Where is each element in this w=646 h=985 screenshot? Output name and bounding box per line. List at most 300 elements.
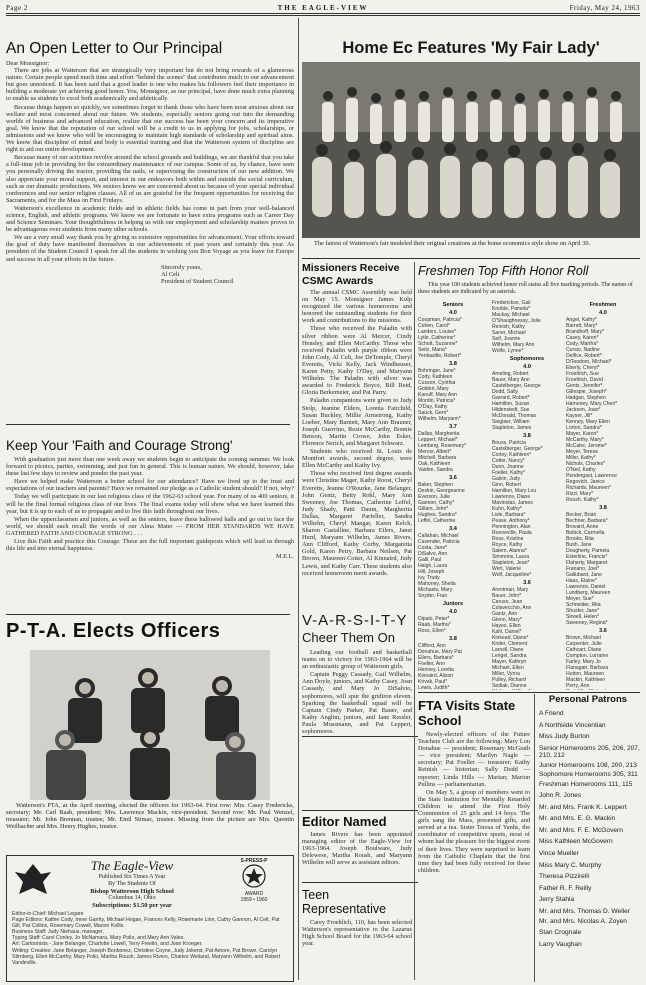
- honor-roll-name: Mayer, Kathryn: [492, 659, 527, 665]
- honor-roll-group: 3.8: [599, 505, 607, 511]
- honor-roll-name: Cotter, Nancy*: [492, 458, 525, 464]
- missioners-body: [302, 289, 412, 578]
- honor-roll-name: Foeller, Kathy*: [492, 470, 526, 476]
- patrons-title: Personal Patrons: [548, 694, 628, 705]
- pta-title: P-T-A. Elects Officers: [6, 620, 221, 642]
- eagle-logo-icon: [13, 860, 53, 900]
- honor-roll-group: 3.8: [449, 361, 457, 367]
- honor-roll-col-3: [566, 300, 640, 690]
- honor-roll-name: DiTeodoro, Michael*: [566, 359, 612, 365]
- honor-roll-name: Wilhelm, Maryann*: [418, 416, 461, 422]
- teen-rep-title: Teen Representative: [302, 888, 387, 916]
- patron-item: Vince Mueller: [539, 850, 579, 858]
- honor-roll-name: Kayser, Jill*: [566, 413, 593, 419]
- honor-roll-name: Mitchell, Barbara: [418, 455, 457, 461]
- honor-roll-group: 3.7: [449, 424, 457, 430]
- honor-roll-name: Bohringer, Jane*: [418, 368, 456, 374]
- honor-roll-name: Hughes, Sandra*: [418, 512, 457, 518]
- paragraph: Paladin companions were given to Judy Stolp, Jeanine Elders, Loretta Fairchild, Susan Buckley, Millie Armstrong, Kathy Loeber, Mary Barnett, Mary Ann Brauner, Joseph Guerrino, Rosie McCarthy, Bonnie Benson, Martin Crowe, John Esker, Florence Nerich, and Margaret Schwarz.: [302, 397, 412, 447]
- paragraph: Today we will participate in our last religious class of the 1962-63 school year. For many of us 400 seniors, it will be the final formal religious class of our lives. The final exams today will show what we have learned this year, but it is up to each of us to propagate and to live this faith throughout our lives.: [6, 493, 294, 515]
- open-letter-paragraphs: [6, 67, 294, 264]
- honor-roll-name: Colavecchio, Ann: [492, 605, 532, 611]
- honor-roll-name: Sieglaer, William: [492, 419, 530, 425]
- open-letter-salutation: Dear Monsignor:: [6, 60, 50, 67]
- patrons-box: [534, 694, 641, 982]
- honor-roll-name: Frederickse, Gail: [492, 300, 531, 306]
- honor-roll-name: Leppert, Michael*: [418, 437, 458, 443]
- honor-roll-name: Richards, Maureen*: [566, 485, 612, 491]
- honor-roll-name: Hamoney, Mary Cheri*: [566, 401, 618, 407]
- paragraph: Students who received St. Louis de Montfort awards, second degree, were Ellen McCarthy and Kathy Ivy.: [302, 448, 412, 470]
- paragraph: Watterson's excellence in academic fields and in athletic fields has come in part from your well-balanced science, English, and athletic programs. We know we are fortunate to have extra programs such as Career Day and Science Seminars. Your thoughtfulness in helping us with our employment and scholarship matters proves to be advantageous over students from many other schools.: [6, 204, 294, 234]
- honor-roll-name: Lorton, Sandra*: [566, 425, 602, 431]
- award-top: S-PRESS-P: [240, 858, 268, 864]
- staff-line: Writing: Creative: Jane Belanger, Joseph Bonbonez, Christine Coyne, Judy Jokerst, Pat Amore, Pat Brown, Carolyn Stirnberg, Ellen McCarthy, Mary Polio, Martha Roush, James Rivers, Charles Weiland, Maryann Wilhelm, and Robert Vandeville.: [12, 947, 281, 966]
- honor-roll-group: 3.8: [523, 433, 531, 439]
- honor-roll-name: [492, 689, 562, 690]
- honor-roll-name: Esterline, Francis*: [566, 554, 608, 560]
- patron-item: Junior Homerooms 108, 200, 213: [539, 761, 637, 769]
- honor-roll-name: Froehlich, David: [566, 377, 603, 383]
- patron-item: Father R. F. Reilly: [539, 884, 592, 892]
- paragraph: Because many of our activities revolve around the school grounds and buildings, we are thankful that you take a full-time job in providing for the extraordinary maintenance of our campus. Some of us, by chance, have seen you personally driving the tractor, providing the nails, or supervising the construction of our new addition. We also appreciate your moral support, and interest in our endeavors both within and outside the social curriculum, such as our dramatic productions. We seniors know we are concerned about us because of your special individual conferences and our senior religion classes. All of us are grateful for the frequent opportunities for receiving the Sacraments, and for the Mass on First Fridays.: [6, 154, 294, 204]
- honor-roll-name: Corley, Kathleen*: [492, 452, 532, 458]
- honor-roll-name: Galvin, Judy: [492, 476, 521, 482]
- honor-roll-name: Arentman, Mary: [492, 587, 529, 593]
- honor-roll-name: Sauck, Gerri*: [418, 410, 449, 416]
- honor-roll-name: Saner, Michael: [492, 330, 526, 336]
- column-rule: [298, 18, 299, 980]
- honor-roll-name: Vaiden, Sandra: [418, 467, 453, 473]
- header-rule: [6, 13, 640, 14]
- honor-roll-name: Dipalo, Peter*: [418, 616, 450, 622]
- keep-faith-paragraphs: [6, 456, 294, 553]
- staff-line: Editor-in-Chief: Michael Legare: [12, 911, 84, 917]
- honor-roll-name: Froehlich, Sue: [566, 371, 599, 377]
- honor-roll-name: O'Shaughnessy, Julie: [492, 318, 541, 324]
- editor-named-article: [302, 814, 412, 867]
- honor-roll-name: Mackay, Michael: [492, 312, 530, 318]
- honor-roll-name: Bobick, Carmella: [566, 530, 605, 536]
- honor-roll-name: Barrett, Mary*: [566, 323, 598, 329]
- honor-roll-group: 4.0: [599, 310, 607, 316]
- patron-item: Freshman Homerooms 111, 115: [539, 780, 633, 788]
- honor-roll-name: Stapleton, Jean*: [492, 560, 530, 566]
- honor-roll-name: Caruso, Jean: [492, 599, 523, 605]
- honor-roll-name: Ginn, Robert: [492, 482, 521, 488]
- honor-roll-name: Cody, Kathleen: [418, 374, 453, 380]
- honor-roll-name: Bouss, Patricia: [492, 440, 526, 446]
- honor-roll-name: Seitz, Maria*: [418, 347, 447, 353]
- open-letter-article: [6, 40, 294, 285]
- section-rule: [6, 424, 290, 425]
- honor-roll-name: Brovard, Anne: [566, 524, 599, 530]
- honor-roll-name: Kahl, Daniel*: [492, 629, 522, 635]
- honor-roll-name: Kinkead, Diane*: [492, 635, 529, 641]
- honor-roll-name: Gillam, John*: [418, 506, 449, 512]
- patron-item: Miss Judy Burton: [539, 733, 590, 741]
- patron-item: John R. Jones: [539, 792, 582, 800]
- honor-roll-name: Lemberg, Rosemary*: [418, 443, 467, 449]
- teen-rep-body: [302, 919, 412, 947]
- honor-roll-group: 3.6: [599, 628, 607, 634]
- honor-roll-name: Meyer, Terese: [566, 449, 598, 455]
- honor-roll-name: Mackin, Kathleen: [566, 677, 606, 683]
- honor-roll-name: Landers, Louise*: [418, 329, 457, 335]
- honor-roll-name: Hutton, Maureen: [566, 671, 604, 677]
- honor-roll-name: Oak, Kathleen: [418, 461, 451, 467]
- paragraph: Live this Faith and practice this Courage. These are the full important guideposts which will lead us through this life and into eternal happiness.: [6, 538, 294, 553]
- editor-named-title: Editor Named: [302, 814, 387, 829]
- open-letter-title: An Open Letter to Our Principal: [6, 40, 223, 57]
- honor-roll-name: Simmons, Laura: [492, 554, 530, 560]
- paragraph: Those who received first degree awards were Christine Mager, Kathy Roost, Cheryl Everetts, Jeanne O'Rourke, Jane Belanger, John Gentz, Betty Rohl, Mary Ann Sweeney, Joe Thomas, Catherine Leffel, Judy Shady, Patti Daum, Margherita Dallas, Margaret Parfeller, Sandra Wilhelm, Cheryl Mangar, Karen Kelch, Sharon Castalline, Barbara Eilers, Janet Hurd, Maryann Wilhelm, James Rivers, Ann Clifford, Kathy Corby, Margaretta Gold, Karen Petry, Barbara Neilsen, Pat Brown, Maureen Cotter, Al Kinnaird, Judy Lewis, and Kathy Carr. These students also received homeroom merit awards.: [302, 470, 412, 577]
- honor-roll-name: Cathcart, Diane: [566, 647, 602, 653]
- patron-item: Jerry Stahla: [539, 896, 575, 904]
- honor-roll-name: Becker, Brian: [566, 512, 597, 518]
- paragraph: With graduation just more than one week away we students begin to anticipate the coming summer. We look forward to picnics, parties, swimming, and just fun in general. This is human nature. We should, however, take these last few days to review and ponder the past year.: [6, 456, 294, 478]
- honor-roll-name: Dunn, Joanne: [492, 464, 524, 470]
- honor-roll-name: Wolfe, Lynne*: [492, 348, 524, 354]
- honor-roll-name: Larnell, Diane: [492, 647, 524, 653]
- honor-roll-title: Freshmen Top Fifth Honor Roll: [418, 264, 589, 278]
- honor-roll-name: Kanuff, Mary Ann: [418, 392, 457, 398]
- honor-roll-name: Farley, Mary Jo: [566, 659, 601, 665]
- honor-roll-name: Nichols, Charles*: [566, 461, 606, 467]
- honor-roll-name: Sweeney, Regina*: [566, 620, 608, 626]
- honor-roll-name: Lisle, Barbara*: [492, 512, 526, 518]
- honor-roll-name: Wert, Valerie: [492, 566, 521, 572]
- honor-roll-name: Ross, Ellen*: [418, 628, 446, 634]
- patron-item: Mr. and Mrs. Nicolas A. Zoyen: [539, 917, 627, 925]
- honor-roll-name: Brown, Michael: [566, 635, 601, 641]
- patrons-list: [539, 708, 641, 950]
- home-ec-caption: [302, 240, 640, 247]
- honor-roll-group: Seniors: [442, 302, 464, 308]
- varsity-body: [302, 649, 412, 736]
- honor-roll-name: Wolf, Jacqueline*: [492, 572, 532, 578]
- section-rule: [302, 736, 418, 737]
- honor-roll-name: Jackson, Joan*: [566, 407, 601, 413]
- patron-item: Mr. and Mrs. F. E. McGovern: [539, 826, 623, 834]
- honor-roll-name: Hamilton, Mary Lou: [492, 488, 537, 494]
- keep-faith-title: Keep Your 'Faith and Courage Strong': [6, 438, 233, 453]
- masthead-running: THE EAGLE-VIEW: [277, 4, 369, 12]
- honor-roll-name: Reinish, Kathy: [492, 324, 525, 330]
- honor-roll-name: Bauer, John*: [492, 593, 522, 599]
- award-label: AWARD: [244, 891, 264, 897]
- section-rule: [302, 258, 640, 259]
- honor-roll-col-2: [492, 300, 562, 690]
- paragraph: Have we helped make Watterson a better school for our attendance? Have we lived up to the trust and expectations of our teachers and parents? Have we remained our pledge as a Catholic student should? If not, why?: [6, 478, 294, 493]
- patron-item: Mr. and Mrs. E. G. Mackin: [539, 815, 616, 823]
- honor-roll-group: Freshmen: [589, 302, 617, 308]
- patron-item: Sophomore Homerooms 305, 311: [539, 771, 638, 779]
- fta-title: FTA Visits State School: [418, 698, 516, 728]
- masthead-box-title: The Eagle-View: [90, 858, 174, 873]
- honor-roll-group: 3.6: [523, 580, 531, 586]
- honor-roll-name: Dallas, Margherita: [418, 431, 460, 437]
- honor-roll-name: Everson, Julie: [418, 494, 450, 500]
- honor-roll-name: Kinnaird, Alison: [418, 673, 454, 679]
- section-rule: [302, 882, 418, 883]
- paragraph: James Rivers has been appointed managing editor of the Eagle-View for 1963-1964. Joseph Boulware, Judy Delewese, Martha Roush, and Maryann Wilhelm will serve as assistant editors.: [302, 831, 412, 867]
- honor-roll-name: Royce, Kathy: [492, 542, 523, 548]
- paragraph: The annual CSMC Assembly was held on May 15. Monsignor James Kulp recognized the various homerooms and honored the outstanding students for their work and contributions to the missions.: [302, 289, 412, 325]
- honor-roll-name: Michaels, Mary: [418, 587, 453, 593]
- honor-roll-name: Hill, Joseph: [418, 569, 445, 575]
- pta-caption: [6, 802, 294, 830]
- honor-roll-name: Pendergast, Lawrence: [566, 473, 617, 479]
- honor-roll-name: Raab, Martha*: [418, 622, 451, 628]
- honor-roll-group: Sophomores: [509, 356, 545, 362]
- honor-roll-name: Haigh, Laura: [418, 563, 448, 569]
- honor-roll-name: Knoble, Pamela*: [492, 306, 530, 312]
- honor-roll-name: Sirwell, Helen*: [566, 614, 600, 620]
- honor-roll-name: Flanagan, Barbara: [566, 665, 609, 671]
- honor-roll-name: McCabe, Jerome*: [566, 443, 607, 449]
- patron-item: Miss Mary C. Murphy: [539, 861, 602, 869]
- patron-item: Senior Homerooms 205, 206, 207, 210, 212: [539, 744, 640, 760]
- honor-roll-group: 4.0: [449, 310, 457, 316]
- honor-roll-name: Gentz, Jennifer*: [566, 383, 603, 389]
- column-rule: [414, 262, 415, 980]
- honor-roll-name: Glenn, Mary*: [492, 617, 522, 623]
- honor-roll-group: 4.0: [449, 609, 457, 615]
- honor-roll-name: Krider, Clement: [492, 641, 528, 647]
- honor-roll-name: Lengel, Sandra: [492, 653, 527, 659]
- honor-roll-name: Gannon, Cathy*: [418, 500, 455, 506]
- patron-item: Theresa Pizzirelli: [539, 873, 590, 881]
- honor-roll-name: Cusson, Cynthia: [418, 380, 456, 386]
- patron-item: Stan Crognale: [539, 929, 582, 937]
- honor-roll-name: Regovich, Janice: [566, 479, 605, 485]
- honor-roll-name: Schott, Suzanne*: [418, 341, 458, 347]
- honor-roll-name: Lawrence, Diane: [492, 494, 531, 500]
- home-ec-title: Home Ec Features 'My Fair Lady': [342, 39, 600, 57]
- varsity-subtitle: Cheer Them On: [302, 630, 395, 645]
- honor-roll-name: Perry, Ann: [566, 683, 590, 689]
- honor-roll-name: Clifford, Ann: [418, 643, 446, 649]
- honor-roll-name: McCarthy, Mary*: [566, 437, 604, 443]
- honor-roll-name: Wilhelm, Mary Ann: [492, 342, 535, 348]
- honor-roll-name: Costa, Jane*: [418, 545, 448, 551]
- honor-roll-name: Cohen, Carol*: [418, 323, 450, 329]
- paragraph: Carey Froehlich, 110, has been selected Watterson's representative to the Lazarus High School Board for the 1963-64 school year.: [302, 919, 412, 948]
- honor-roll-group: 3.6: [449, 475, 457, 481]
- page-number: Page 2: [6, 4, 28, 12]
- honor-roll-name: [566, 689, 640, 690]
- honor-roll-name: Compton, Lorraine: [566, 653, 609, 659]
- honor-roll-name: Salem, Alanna*: [492, 548, 527, 554]
- honor-roll-name: Golden, Mary: [418, 386, 449, 392]
- honor-roll-name: Sedlak, Dianne: [492, 683, 527, 689]
- honor-roll-name: Lundberg, Maureen: [566, 590, 611, 596]
- honor-roll-name: Lawrence, Daniel: [566, 584, 606, 590]
- missioners-article: [302, 262, 412, 578]
- patron-item: Mr. and Mrs. Thomas D. Weller: [539, 908, 630, 916]
- honor-roll-intro: This year 100 students achieved honor roll status all five marking periods. The names of these students are indicated by an asterisk.: [418, 282, 633, 295]
- award-star-icon: [234, 864, 274, 888]
- honor-roll-article: [418, 264, 640, 296]
- honor-roll-name: Cursio, Nadine: [566, 347, 600, 353]
- honor-roll-name: Galli, Paul: [418, 557, 442, 563]
- paragraph: Captain Peggy Cassady, Gail Wilhelm, Ann Doyle, juniors, and Kathy Casey, Joan Cassady, and Mary Jo DiSalvio, sophomores, will spur the gridiron eleven. Sparking the basketball squad will be Captain Cindy Parker, Pat Bauer, and Kathy Anglim, juniors, and Jane Ressler, Paula Mussmann, and Pat Leppert, sophomores.: [302, 671, 412, 736]
- honor-roll-name: Eberly, Cheryl*: [566, 365, 600, 371]
- honor-roll-name: Dougherty, Pamela: [566, 548, 610, 554]
- honor-roll-name: Casey, Karen*: [566, 335, 599, 341]
- honor-roll-group: 4.0: [523, 364, 531, 370]
- press-award-badge: [221, 858, 287, 904]
- staff-line: Business Staff: Judy Niehaus, manager.: [12, 929, 104, 936]
- honor-roll-name: Cody, Martha*: [566, 341, 599, 347]
- pta-article: [6, 620, 294, 643]
- honor-roll-name: Delfice, Robert*: [566, 353, 602, 359]
- honor-roll-name: Miller, Kathy*: [566, 455, 596, 461]
- home-ec-caption-text: The fairest of Watterson's fair modeled their original creations at the home economics style show on April 30.: [314, 240, 591, 247]
- honor-roll-name: Carpenter, Julie: [566, 641, 602, 647]
- section-rule: [302, 810, 418, 811]
- open-letter-signature: Al Celt: [161, 270, 180, 278]
- pta-caption-text: Watterson's PTA, at the April meeting, elected the officers for 1963-64. First row: Mrs. Casey Fredericks, secretary; Mr. Carl Raab, president; Mrs. Lawrence Mackin, vice-president. Second row: Mr. Paul Wenzel, treasurer; Mr. John Brennan, trustee; Mr. Emil Stimac, trustee. Missing from the picture are Mrs. Quentin Weilbacher and Mrs. Henry Hughes, trustee.: [6, 802, 294, 831]
- honor-roll-name: Brooks, Rita: [566, 536, 594, 542]
- varsity-article: [302, 612, 412, 736]
- honor-roll-name: Pennington, Alan: [492, 524, 531, 530]
- honor-roll-name: Yenkasitle, Robert*: [418, 353, 462, 359]
- honor-roll-name: Gantz, Ann: [492, 611, 518, 617]
- varsity-title: V-A-R-S-I-T-Y: [302, 612, 408, 629]
- masthead-box: [6, 855, 294, 982]
- honor-roll-name: Henney, Loretta: [418, 667, 454, 673]
- patron-item: A Friend: [539, 710, 564, 717]
- honor-roll-name: Rizzi, Mary*: [566, 491, 594, 497]
- honor-roll-name: Ivy, Trudy: [418, 575, 440, 581]
- honor-roll-name: Haas, Elaine*: [566, 578, 597, 584]
- honor-roll-name: Hildenstedt, Sue: [492, 407, 530, 413]
- honor-roll-name: Castelberger, George: [492, 383, 541, 389]
- honor-roll-name: Hamilton, Susan: [492, 401, 530, 407]
- honor-roll-name: Leffel, Catherine: [418, 518, 456, 524]
- honor-roll-name: Lewis, Judith*: [418, 685, 450, 690]
- paragraph: Newly-elected officers of the Future Teachers Club are the following: Mary Lou Donahue — president; Rosemary McGrath — vice president; Marilyn Nagle — secretary; Pat Foeller — treasurer; Kathy Reinish — historian; Sally Dodd — reporter; Linda Hills — Marian; Marion Pullins — parliamentarian.: [418, 731, 530, 788]
- header-rule-2: [6, 15, 640, 16]
- honor-roll-name: Hadgan, Stephen: [566, 395, 606, 401]
- honor-roll-name: Franano, Joel*: [566, 566, 600, 572]
- honor-roll-name: Shuster, Jane*: [566, 608, 600, 614]
- staff-list: [12, 911, 288, 966]
- honor-roll-name: Donahue, Mary Pat: [418, 649, 462, 655]
- editor-named-body: [302, 831, 412, 866]
- fta-body: [418, 731, 530, 875]
- honor-roll-group: 3.4: [449, 526, 457, 532]
- honor-roll-name: Coopman, Patricia*: [418, 317, 462, 323]
- teen-rep-article: [302, 888, 412, 948]
- honor-roll-name: Dodd, Sally: [492, 389, 519, 395]
- award-year: 1959 • 1960: [240, 897, 268, 903]
- open-letter-signature-title: President of Student Council: [161, 277, 234, 285]
- honor-roll-name: Brandhoff, Mary*: [566, 329, 605, 335]
- honor-roll-name: Bauer, Mary Ann: [492, 377, 530, 383]
- honor-roll-name: Krivak, Paul*: [418, 679, 448, 685]
- honor-roll-name: Kenney, Mary Ellen: [566, 419, 610, 425]
- honor-roll-name: Gillespie, Joseph*: [566, 389, 607, 395]
- honor-roll-name: McDonald, Thomas: [492, 413, 537, 419]
- honor-roll-name: Bush, Jane: [566, 542, 592, 548]
- paragraph: Because things happen so quickly, we sometimes forget to thank those who have been most anxious about our welfare and most concerned about our future. We students, especially seniors going out into the demanding worlds of business and advanced education, realize that our success has been your concern and its imperative goal. We know that the reputation of our school will be a credit to us in applying for jobs, scholarships, or admissions and we know who will be encouraging to maintain high standards of scholarship and spiritual aims. We know that discipline of mind and body is essential training and that the Watterson system of discipline are right to aid our entire development.: [6, 103, 294, 154]
- fta-article: [418, 698, 530, 875]
- honor-roll-group: Juniors: [442, 601, 464, 607]
- honor-roll-name: Garrard, Robert*: [492, 395, 530, 401]
- honor-roll-name: Snyder, Fran: [418, 593, 448, 599]
- honor-roll-col-1: [418, 300, 488, 690]
- honor-roll-name: Castelberger, George*: [492, 446, 543, 452]
- honor-roll-name: Eilers, Barbara*: [418, 655, 454, 661]
- keep-faith-body: [6, 456, 294, 560]
- keep-faith-article: [6, 438, 294, 560]
- honor-roll-name: Pulley, Richard: [492, 677, 526, 683]
- honor-roll-name: Roeneville, Paula: [492, 530, 532, 536]
- issue-date: Friday, May 24, 1963: [569, 4, 640, 12]
- honor-roll-name: Mordin, Patricia*: [418, 398, 456, 404]
- keep-faith-initials: M.E.L.: [275, 553, 294, 561]
- honor-roll-name: Ameling, Robert: [492, 371, 529, 377]
- masthead-box-lines: Published Six Times A Year By The Students Of Bishop Watterson High School Columbus 14, Ohio Subscriptions: $1.50 per year: [90, 874, 174, 910]
- open-letter-closing: Sincerely yours,: [161, 263, 202, 271]
- patron-item: Miss Kathleen McGovern: [539, 838, 613, 846]
- honor-roll-name: Stapleton, James: [492, 425, 532, 431]
- honor-roll-name: Miller, Vyrna: [492, 671, 520, 677]
- honor-roll-name: Mahoney, Sheila: [418, 581, 456, 587]
- honor-roll-name: Seif, Joanne: [492, 336, 521, 342]
- patron-item: Larry Vaughan: [539, 940, 582, 948]
- honor-roll-name: Callahan, Michael: [418, 533, 459, 539]
- honor-roll-name: Roush, Kathy*: [566, 497, 599, 503]
- patron-item: Mr. and Mrs. Frank K. Leppert: [539, 803, 627, 811]
- staff-line: Page Editors: Kathie Cody, Irene Garrity, Michael Hogan, Frances Kelly, Rosemarie Linn, Cathy Gannon, Al Celt, Pat Gill, Pat Collins, Rosemary Cowell, Marion Kollis.: [12, 917, 280, 930]
- honor-roll-name: Michael, Ellen: [492, 665, 524, 671]
- paragraph: On May 5, a group of members went to the State Institution for Mentally Retarded Children to attend the First Holy Communion of 25 girls and 14 boys. The girls sang the Mass, presented gifts, and served at a tea. Sister Teresa of Yanhs, the coordinator of competitive sports, most of whom had the pleasure for the biggest event of their lives. They were surprised to learn from the Catholic Chaplain that the first time they had been fully received for these children.: [418, 788, 530, 874]
- honor-roll-name: Angel, Kathy*: [566, 317, 597, 323]
- honor-roll-name: Flaherty, Margaret: [566, 560, 608, 566]
- home-ec-photo: [302, 62, 640, 238]
- staff-line: Art: Cartoonists - Jane Belanger, Charlotte Lowell, Terry Freelin, and Joan Kroeger.: [12, 941, 203, 948]
- paragraph: Those who received the Paladin with silver ribbon were Al Mercer, Cindy Hensley, and Ellen McCarthy. Those who received Paladin with purple ribbon were John Cody, Al Celt, Joe DeTemple, Cheryl Everetts, Vicki Kelly, Jack Windheuser, Karen Petty, Kathy O'Day, and Maryann Wilhelm. The Paladin with silver was awarded to Frederick Boyce, Bill Reid, Gloria Berkemeier, and Pat Parry.: [302, 325, 412, 397]
- paragraph: We are a very small way thank you by giving us extensive opportunities for advancement. Your efforts toward the goal of duty have manifested themselves in our achievements of past years and certainly this year. As president of the Student Council I speak for all the students in wishing you Bon Voyage as you leave for Europe and success in all your efforts in the future.: [6, 234, 294, 263]
- paragraph: There are jobs at Watterson that are strategically very important but do not bring rewards of a glamorous nature. Certain people spend much time and effort "behind the scenes" that contributes much to our advancement but goes unnoticed. It has been said that a good leader is one who makes his followers feel their importance in building a moderate yet achieving good honor. You, Monsignor, as our principal, have done much extra planning to enable us students to excel both academically and athletically.: [6, 67, 294, 103]
- missioners-title: Missioners Receive CSMC Awards: [302, 262, 400, 287]
- honor-roll-name: Foeller, Ann: [418, 661, 445, 667]
- honor-roll-name: Meyer, Sue*: [566, 596, 594, 602]
- honor-roll-name: Cavender, Patricia: [418, 539, 460, 545]
- paragraph: Leading our football and basketball teams on to victory for 1963-1964 will be an enthusiastic group of Watterson girls.: [302, 649, 412, 671]
- honor-roll-name: Mayer, Karen*: [566, 431, 599, 437]
- honor-roll-name: Ross, Kristine: [492, 536, 524, 542]
- honor-roll-name: Lytle, Catherine*: [418, 335, 456, 341]
- honor-roll-group: 3.8: [449, 636, 457, 642]
- honor-roll-name: Mavinolas, James: [492, 500, 533, 506]
- honor-roll-name: O'Day, Kathy: [418, 404, 448, 410]
- paragraph: When the upperclassmen and juniors, as well as the seniors, leave these hallowed halls and go out to face the world, we should each recall the words of our Alma Mater — FROM HER STANDARDS WE HAVE GATHERED FAITH AND COURAGE STRONG . . .: [6, 515, 294, 537]
- section-rule: [6, 614, 290, 615]
- honor-roll-name: Gallubard, Jane: [566, 572, 602, 578]
- pta-photo: [30, 650, 270, 800]
- patron-item: A Northside Vincentian: [539, 721, 606, 729]
- open-letter-body: [6, 60, 294, 285]
- honor-roll-name: Pease, Anthony*: [492, 518, 530, 524]
- honor-roll-name: Mercer, Albert*: [418, 449, 452, 455]
- section-rule: [418, 692, 640, 693]
- honor-roll-name: Bechner, Barbara*: [566, 518, 608, 524]
